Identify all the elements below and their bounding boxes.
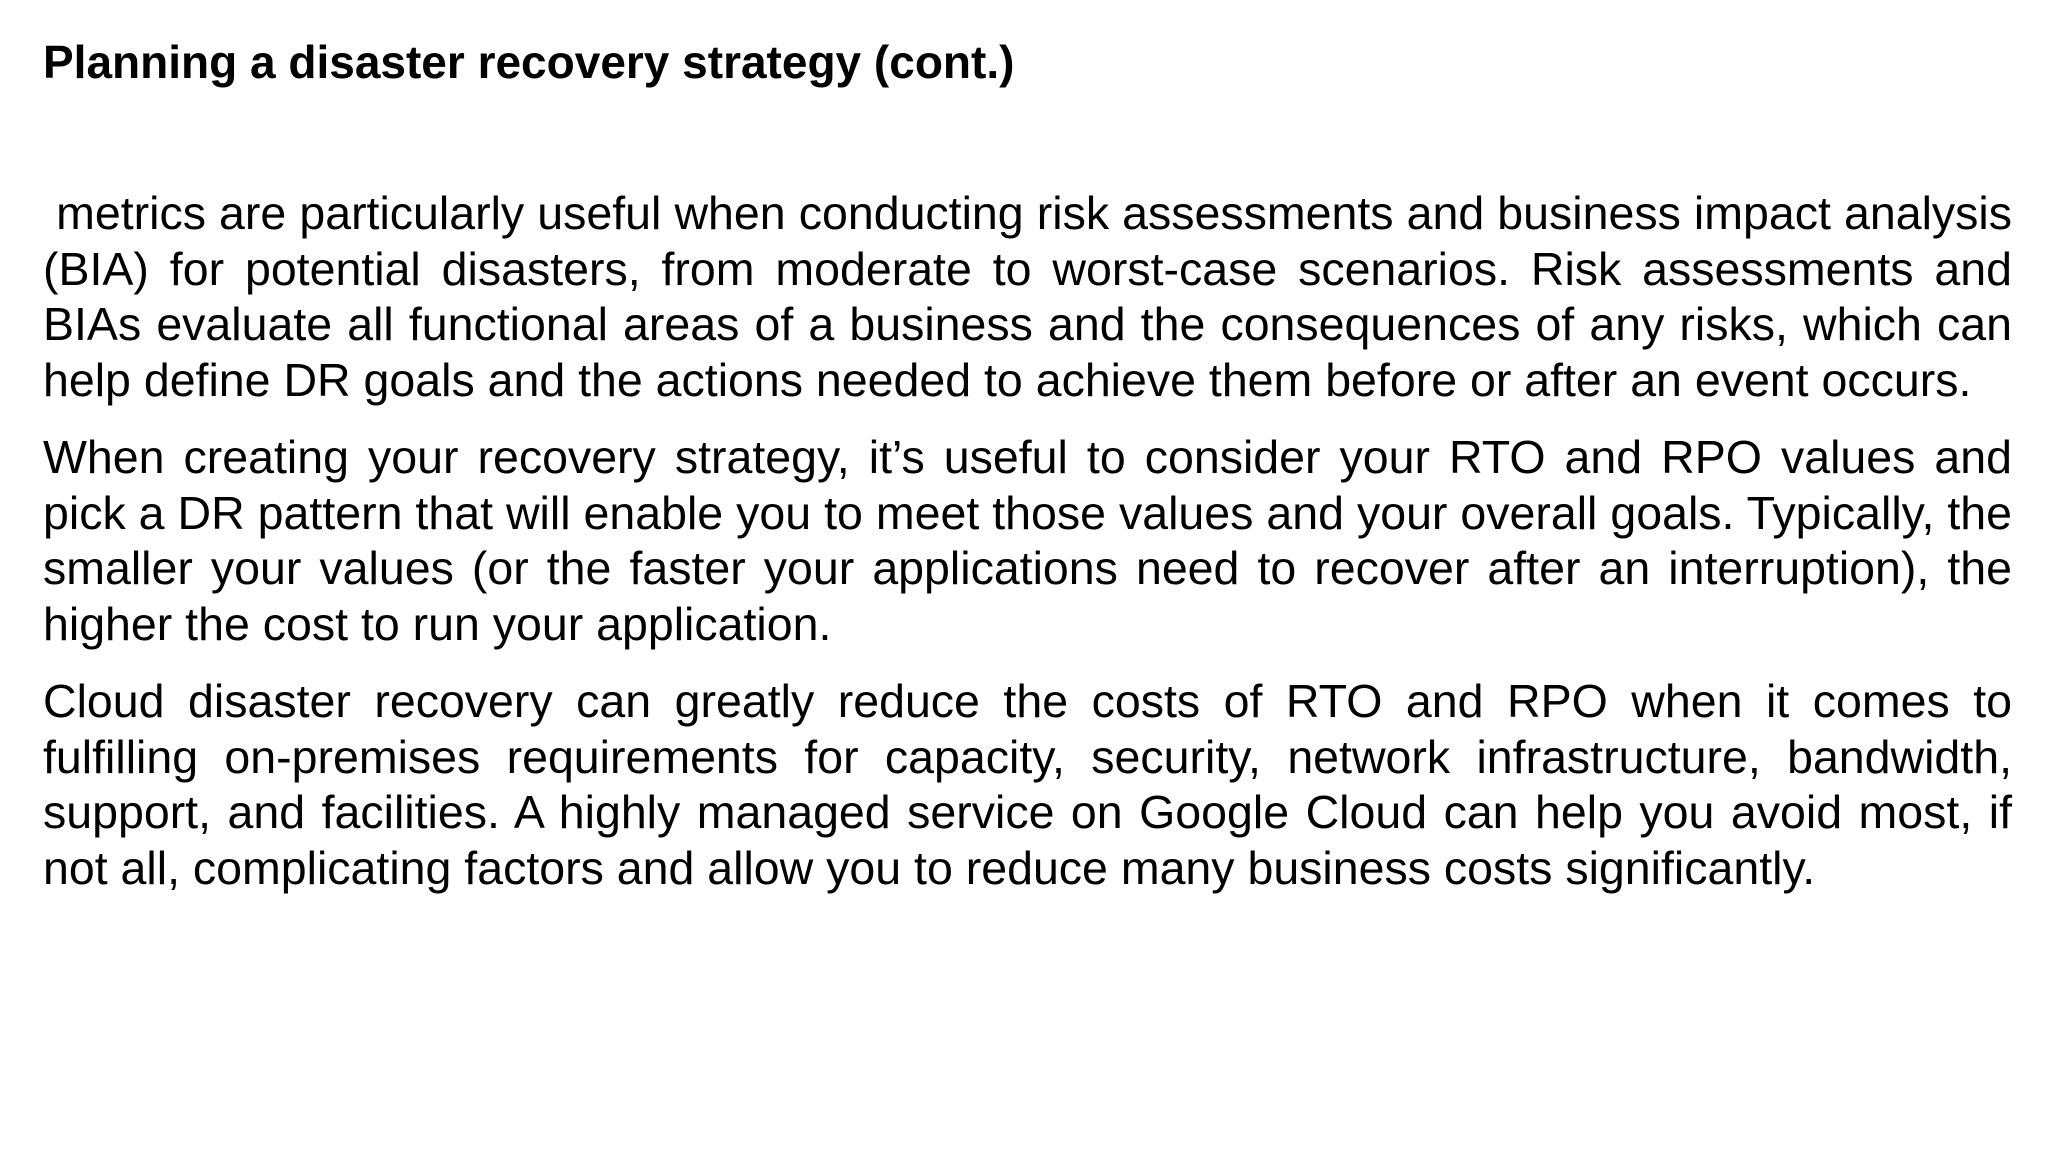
paragraph-metrics: metrics are particularly useful when conducting risk assessments and business impact analysis (BIA) for potential disasters, from moderate to worst-case scenarios. Risk assessments and BIAs evaluate all functional areas of a business and the consequences of any risks, which can help define DR goals and the actions needed to achieve them before or after an event occurs. [43, 187, 2025, 406]
slide-title: Planning a disaster recovery strategy (cont.) [43, 36, 1015, 88]
slide-body [43, 186, 2025, 918]
paragraph-recovery-strategy: When creating your recovery strategy, it’s useful to consider your RTO and RPO values and pick a DR pattern that will enable you to meet those values and your overall goals. Typically, the smaller your values (or the faster your applications need to recover after an interruption), the higher the cost to run your application. [43, 431, 2025, 650]
paragraph-cloud-disaster-recovery: Cloud disaster recovery can greatly reduce the costs of RTO and RPO when it comes to fulfilling on-premises requirements for capacity, security, network infrastructure, bandwidth, support, and facilities. A highly managed service on Google Cloud can help you avoid most, if not all, complicating factors and allow you to reduce many business costs significantly. [43, 675, 2025, 894]
